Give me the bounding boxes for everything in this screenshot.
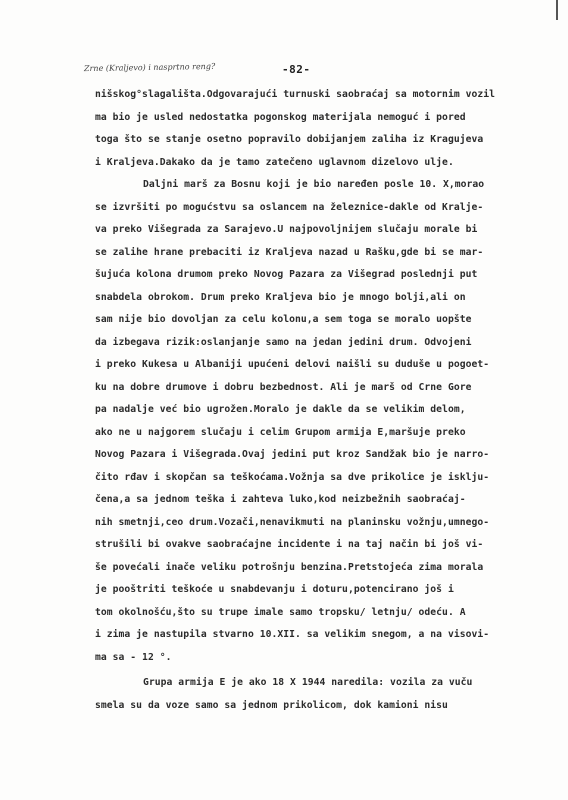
text-line: nih smetnji,ceo drum.Vozači,nenavikmuti na planinsku vožnju,umnego- [95, 516, 490, 528]
text-line: je pooštriti teškoće u snabdevanju i doturu,potencirano još i [95, 584, 454, 595]
text-line: Daljni marš za Bosnu koji je bio naređen posle 10. X,morao [143, 179, 485, 190]
text-line: ku na dobre drumove i dobru bezbednost. Ali je marš od Crne Gore [95, 381, 472, 393]
text-line: snabdela obrokom. Drum preko Kraljeva bio je mnogo bolji,ali on [95, 291, 466, 303]
text-line: i preko Kukesa u Albaniji upućeni delovi naišli su duduše u pogoet- [95, 359, 490, 370]
text-line: strušili bi ovakve saobraćajne incidente i na taj način bi još vi- [95, 539, 484, 550]
text-line: Grupa armija E je ako 18 X 1944 naredila: vozila za vuču [143, 677, 473, 688]
text-line: pa nadalje već bio ugrožen.Moralo je dakle da se velikim delom, [95, 404, 466, 415]
text-line: va preko Višegrada za Sarajevo.U najpovoljnijem slučaju morale bi [95, 224, 478, 235]
text-line: še povećali inače veliku potrošnju benzina.Pretstojeća zima morala [95, 561, 484, 573]
handwritten-note: Zrne (Kraljevo) i nasprtno reng? [83, 61, 216, 74]
text-line: ma bio je usled nedostatka pogonskog materijala nemoguć i pored [95, 111, 466, 123]
text-line: čito rđav i skopčan sa teškoćama.Vožnja sa dve prikolice je isklju- [95, 471, 490, 483]
text-line: šujuća kolona drumom preko Novog Pazara za Višegrad poslednji put [95, 269, 478, 280]
text-line: tom okolnošću,što su trupe imale samo tropsku/ letnju/ odeću. A [95, 606, 466, 618]
page-number: -82- [282, 63, 311, 76]
text-line: toga što se stanje osetno popravilo dobijanjem zaliha iz Kragujeva [95, 134, 484, 145]
text-line: i Kraljeva.Dakako da je tamo zatečeno uglavnom dizelovo ulje. [95, 156, 454, 168]
text-line: smela su da voze samo sa jednom prikolicom, dok kamioni nisu [95, 699, 448, 711]
text-line: nišskog°slagališta.Odgovarajući turnuski saobraćaj sa motornim vozil [95, 89, 496, 100]
text-line: se izvršiti po mogućstvu sa oslancem na železnice-dakle od Kralje- [95, 201, 484, 213]
text-line: čena,a sa jednom teška i zahteva luko,kod neizbežnih saobraćaj- [95, 494, 466, 505]
page-edge-mark [556, 0, 558, 20]
text-line: Novog Pazara i Višegrada.Ovaj jedini put kroz Sandžak bio je narro- [95, 449, 490, 460]
text-line: ma sa - 12 °. [95, 651, 172, 663]
text-line: da izbegava rizik:oslanjanje samo na jedan jedini drum. Odvojeni [95, 336, 472, 348]
text-line: ako ne u najgorem slučaju i celim Grupom armija E,maršuje preko [95, 426, 466, 438]
text-line: se zalihe hrane prebaciti iz Kraljeva nazad u Rašku,gde bi se mar- [95, 246, 484, 258]
typewritten-body [95, 84, 557, 717]
text-line: i zima je nastupila stvarno 10.XII. sa velikim snegom, a na visovi- [95, 629, 490, 640]
text-line: sam nije bio dovoljan za celu kolonu,a sem toga se moralo uopšte [95, 314, 472, 325]
